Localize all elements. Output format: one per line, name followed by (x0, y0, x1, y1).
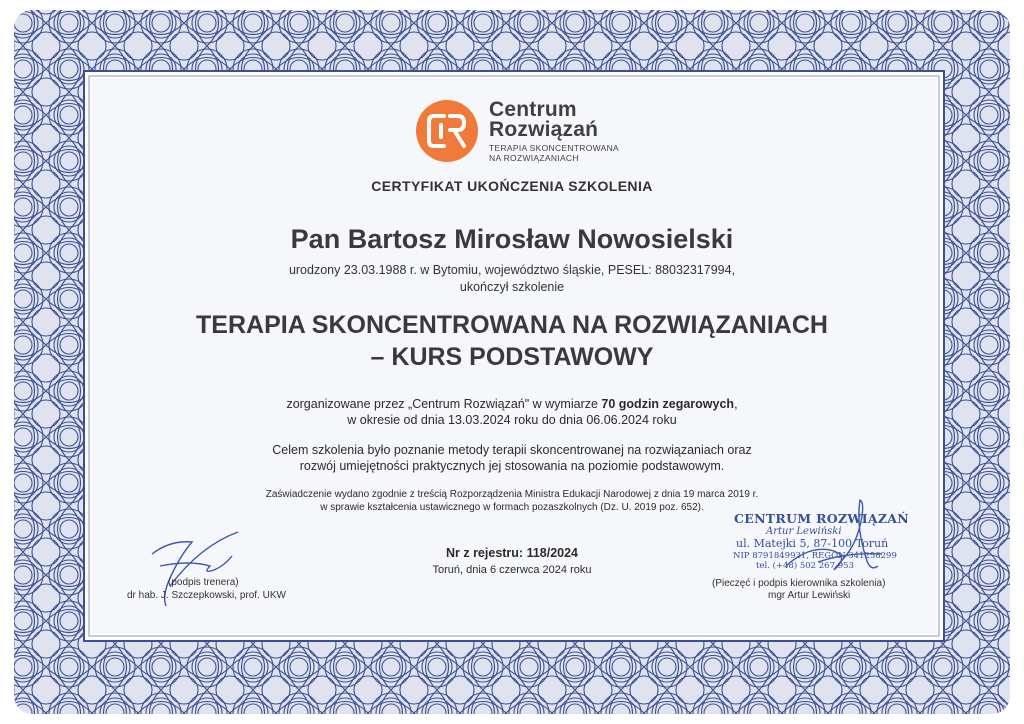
logo-name-line2: Rozwiązań (489, 118, 599, 141)
stamp-line5: tel. (+48) 502 267 953 (756, 561, 854, 571)
completed-text: ukończył szkolenie (459, 280, 565, 294)
head-name: mgr Artur Lewiński (768, 590, 851, 601)
head-signature (778, 496, 888, 586)
legal-basis-line1: Zaświadczenie wydano zgodnie z treścią Rozporządzenia Ministra Edukacji Narodowej z dnia 19 marca 2019 r. (265, 489, 759, 500)
stamp-line3: ul. Matejki 5, 87-100 Toruń (736, 537, 889, 550)
course-hours: 70 godzin zegarowych (601, 397, 735, 411)
stamp-line2: Artur Lewiński (766, 526, 842, 537)
birth-details: urodzony 23.03.1988 r. w Bytomiu, województwo śląskie, PESEL: 88032317994, (288, 263, 736, 277)
course-title-line2: – KURS PODSTAWOWY (370, 343, 654, 371)
course-goal-line1: Celem szkolenia było poznanie metody terapii skoncentrowanej na rozwiązaniach oraz (272, 443, 752, 457)
registry-number: Nr z rejestru: 118/2024 (445, 546, 579, 560)
trainer-name: dr hab. J. Szczepkowski, prof. UKW (127, 590, 286, 601)
place-and-date: Toruń, dnia 6 czerwca 2024 roku (432, 564, 592, 576)
organizer-suffix: , (734, 397, 738, 411)
organizer-prefix: zorganizowane przez „Centrum Rozwiązań" w wymiarze (286, 397, 602, 411)
trainer-signature-caption: (podpis trenera) (168, 577, 239, 588)
logo-tagline-line2: NA ROZWIĄZANIACH (489, 153, 579, 163)
course-goal-line2: rozwój umiejętności praktycznych jej stosowania na poziomie podstawowym. (299, 459, 725, 473)
certificate-title: CERTYFIKAT UKOŃCZENIA SZKOLENIA (371, 178, 653, 194)
stamp-line1: CENTRUM ROZWIĄZAŃ (734, 511, 910, 526)
organizer-line (0, 397, 1024, 411)
course-period: w okresie od dnia 13.03.2024 roku do dnia 06.06.2024 roku (347, 413, 677, 427)
recipient-name: Pan Bartosz Mirosław Nowosielski (290, 224, 734, 254)
stamp-line4: NIP 8791849931, REGON 341258299 (733, 551, 897, 561)
logo-tagline-line1: TERAPIA SKONCENTROWANA (489, 143, 620, 153)
logo-name-line1: Centrum (489, 98, 577, 121)
head-signature-caption: (Pieczęć i podpis kierownika szkolenia) (712, 578, 886, 589)
course-title-line1: TERAPIA SKONCENTROWANA NA ROZWIĄZANIACH (196, 311, 828, 339)
legal-basis-line2: w sprawie kształcenia ustawicznego w formach pozaszkolnych (Dz. U. 2019 poz. 652). (320, 502, 704, 513)
